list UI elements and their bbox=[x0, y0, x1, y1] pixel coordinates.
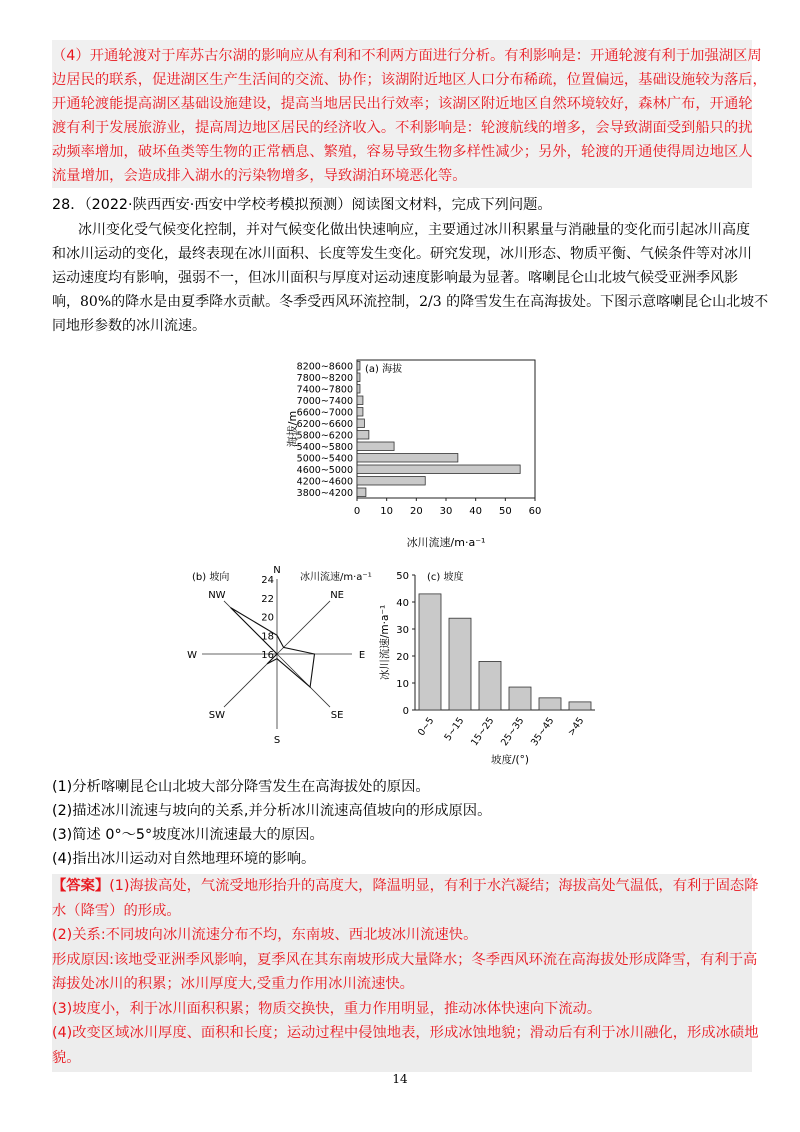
radial-tick-label: 18 bbox=[261, 631, 274, 643]
direction-label: W bbox=[187, 650, 197, 661]
bar bbox=[357, 454, 458, 463]
sub-question: (2)描述冰川流速与坡向的关系,并分析冰川流速高值坡向的形成原因。 bbox=[52, 803, 492, 819]
y-tick-label: 5400~5800 bbox=[296, 441, 353, 453]
radar-axis bbox=[277, 601, 330, 654]
chart-label: 冰川流速/m·a⁻¹ bbox=[300, 572, 372, 583]
bar bbox=[419, 594, 441, 710]
y-tick-label: 10 bbox=[396, 679, 409, 690]
answer-line: 水（降雪）的形成。 bbox=[52, 903, 181, 919]
radar-axis bbox=[277, 654, 330, 707]
direction-label: SE bbox=[330, 710, 344, 722]
material-line: 冰川变化受气候变化控制，并对气候变化做出快速响应，主要通过冰川积累量与消融量的变化而引起冰川高度 bbox=[78, 222, 750, 238]
y-tick-label: 5000~5400 bbox=[296, 453, 353, 465]
bar bbox=[357, 488, 366, 497]
answer-tag: 【答案】 bbox=[52, 878, 110, 894]
answer-line: 海拔处冰川的积累；冰川厚度大,受重力作用冰川流速快。 bbox=[52, 976, 414, 992]
bar bbox=[357, 362, 360, 371]
y-tick-label: 7000~7400 bbox=[296, 395, 353, 407]
bar bbox=[449, 618, 471, 710]
direction-label: E bbox=[358, 650, 366, 661]
bar bbox=[357, 385, 360, 394]
y-tick-label: 50 bbox=[396, 571, 409, 582]
y-axis-label: 海拔/m bbox=[286, 410, 299, 448]
y-tick-label: 6200~6600 bbox=[296, 418, 353, 430]
chart-altitude bbox=[0, 355, 800, 555]
y-tick-label: 20 bbox=[396, 652, 409, 663]
material-line: 响，80%的降水是由夏季降水贡献。冬季受西风环流控制，2/3 的降雪发生在高海拔处。下图示意喀喇昆仑山北坡不 bbox=[52, 294, 769, 310]
sub-question: (3)简述 0°～5°坡度冰川流速最大的原因。 bbox=[52, 827, 324, 843]
bar bbox=[569, 702, 591, 710]
bar bbox=[357, 431, 369, 440]
y-axis-label: 冰川流速/m·a⁻¹ bbox=[379, 604, 391, 681]
x-tick-label: 40 bbox=[469, 506, 483, 517]
bar bbox=[357, 373, 360, 382]
x-tick-label: 25~35 bbox=[499, 715, 527, 749]
x-tick-label: 10 bbox=[380, 506, 394, 517]
answer-line-1 bbox=[52, 874, 759, 898]
answer-line: 貌。 bbox=[52, 1050, 81, 1066]
x-tick-label: 20 bbox=[409, 506, 423, 517]
y-tick-label: 30 bbox=[396, 625, 409, 636]
y-tick-label: 6600~7000 bbox=[296, 407, 353, 419]
x-tick-label: 35~45 bbox=[529, 715, 557, 749]
direction-label: NW bbox=[208, 589, 226, 601]
x-tick-label: >45 bbox=[565, 715, 587, 739]
prev-answer-line: （4）开通轮渡对于库苏古尔湖的影响应从有利和不利两方面进行分析。有利影响是：开通轮渡有利于加强湖区周 bbox=[52, 48, 762, 64]
prev-answer-line: 边居民的联系，促进湖区生产生活间的交流、协作；该湖附近地区人口分布稀疏，位置偏远，基础设施较为落后， bbox=[52, 72, 767, 88]
x-tick-label: 0 bbox=[353, 506, 361, 517]
radial-tick-label: 22 bbox=[261, 593, 274, 605]
x-tick-label: 5~15 bbox=[442, 715, 467, 744]
sub-question: (1)分析喀喇昆仑山北坡大部分降雪发生在高海拔处的原因。 bbox=[52, 779, 430, 795]
prev-answer-line: 流量增加，会造成排入湖水的污染物增多，导致湖泊环境恶化等。 bbox=[52, 168, 467, 184]
bar bbox=[357, 442, 394, 451]
bar bbox=[509, 687, 531, 710]
answer-line: 形成原因:该地受亚洲季风影响，夏季风在其东南坡形成大量降水；冬季西风环流在高海拔处形成降雪，有利于高 bbox=[52, 952, 758, 968]
bar bbox=[357, 408, 363, 417]
direction-label: S bbox=[273, 735, 281, 746]
chart-title: (a) 海拔 bbox=[365, 364, 403, 375]
y-tick-label: 4200~4600 bbox=[296, 476, 353, 488]
page-number: 14 bbox=[392, 1072, 408, 1086]
material-line: 运动速度均有影响，强弱不一，但冰川面积与厚度对运动速度影响最为显著。喀喇昆仑山北坡气候受亚洲季风影 bbox=[52, 270, 738, 286]
y-tick-label: 7800~8200 bbox=[296, 372, 353, 384]
chart-title: (b) 坡向 bbox=[192, 572, 230, 583]
x-tick-label: 15~25 bbox=[469, 715, 497, 749]
x-tick-label: 0~5 bbox=[415, 715, 437, 739]
y-tick-label: 5800~6200 bbox=[296, 430, 353, 442]
radial-tick-label: 16 bbox=[261, 650, 274, 661]
bar bbox=[357, 419, 364, 428]
radial-tick-label: 24 bbox=[261, 575, 274, 586]
y-tick-label: 0 bbox=[402, 706, 409, 717]
material-line: 同地形参数的冰川流速。 bbox=[52, 318, 206, 334]
prev-answer-line: 动频率增加，破坏鱼类等生物的正常栖息、繁殖，容易导致生物多样性减少；另外，轮渡的开通使得周边地区人 bbox=[52, 144, 753, 160]
prev-answer-line: 开通轮渡能提高湖区基础设施建设，提高当地居民出行效率；该湖区附近地区自然环境较好，森林广布，开通轮 bbox=[52, 96, 753, 112]
x-axis-label: 坡度/(°) bbox=[491, 754, 529, 766]
bar bbox=[479, 661, 501, 710]
bar bbox=[539, 698, 561, 710]
sub-question: (4)指出冰川运动对自然地理环境的影响。 bbox=[52, 851, 316, 867]
chart-slope bbox=[375, 565, 605, 775]
y-tick-label: 8200~8600 bbox=[296, 361, 353, 373]
y-tick-label: 3800~4200 bbox=[296, 487, 353, 499]
answer-line: (4)改变区域冰川厚度、面积和长度；运动过程中侵蚀地表，形成冰蚀地貌；滑动后有利于冰川融化，形成冰碛地 bbox=[52, 1025, 759, 1041]
y-tick-label: 7400~7800 bbox=[296, 384, 353, 396]
y-tick-label: 40 bbox=[396, 598, 409, 609]
x-axis-label: 冰川流速/m·a⁻¹ bbox=[406, 536, 486, 549]
bar bbox=[357, 477, 425, 486]
bar bbox=[357, 465, 520, 474]
bar bbox=[357, 396, 363, 405]
answer-text: (1)海拔高处，气流受地形抬升的高度大，降温明显，有利于水汽凝结；海拔高处气温低，有利于固态降 bbox=[109, 878, 759, 894]
answer-line: (3)坡度小，利于冰川面积积累；物质交换快，重力作用明显，推动冰体快速向下流动。 bbox=[52, 1001, 602, 1017]
direction-label: SW bbox=[208, 710, 226, 722]
direction-label: NE bbox=[330, 589, 345, 601]
material-line: 和冰川运动的变化，最终表现在冰川面积、长度等发生变化。研究发现，冰川形态、物质平衡、气候条件等对冰川 bbox=[52, 246, 752, 262]
y-tick-label: 4600~5000 bbox=[296, 464, 353, 476]
x-tick-label: 30 bbox=[439, 506, 453, 517]
radial-tick-label: 20 bbox=[261, 612, 274, 624]
prev-answer-line: 渡有利于发展旅游业，提高周边地区居民的经济收入。不利影响是：轮渡航线的增多，会导致湖面受到船只的扰 bbox=[52, 120, 753, 136]
direction-label: N bbox=[273, 565, 281, 576]
x-tick-label: 50 bbox=[498, 506, 512, 517]
answer-line: (2)关系:不同坡向冰川流速分布不均，东南坡、西北坡冰川流速快。 bbox=[52, 927, 478, 943]
x-tick-label: 60 bbox=[528, 506, 542, 517]
question-header: 28．（2022·陕西西安·西安中学校考模拟预测）阅读图文材料，完成下列问题。 bbox=[52, 197, 552, 213]
chart-title: (c) 坡度 bbox=[427, 572, 464, 583]
